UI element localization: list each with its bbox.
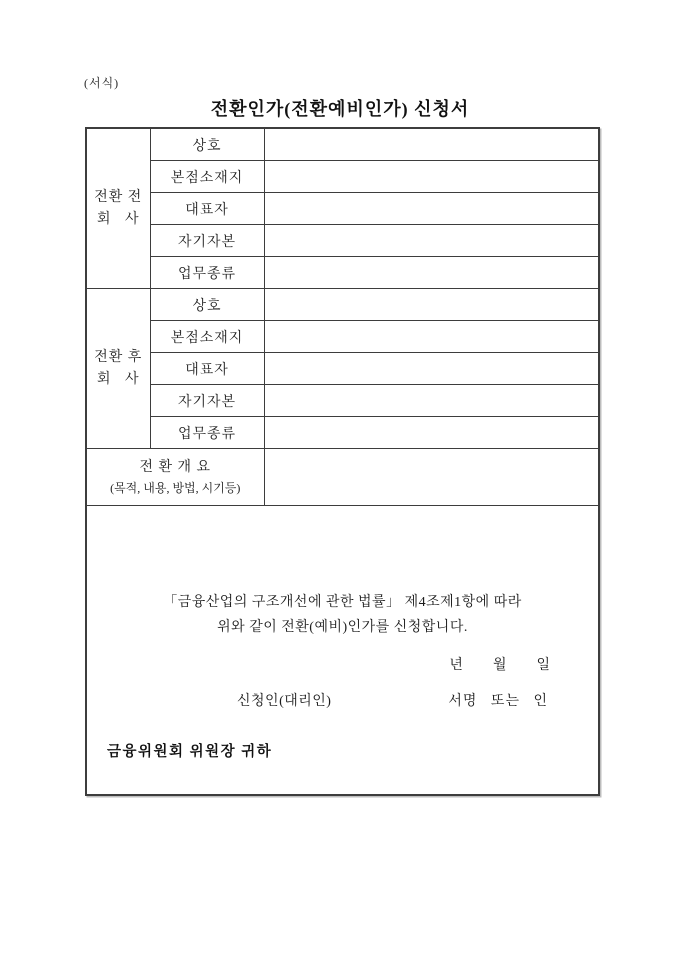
date-month-label: 월 [492,657,507,673]
group-label-before-conversion [86,128,150,289]
signature-or-seal-label: 서명 또는 인 [448,693,548,709]
field-value-business-type [264,257,599,289]
recipient-line: 금융위원회 위원장 귀하 [107,743,273,760]
field-label-head-office: 본점소재지 [150,321,264,353]
field-value-representative [264,193,599,225]
table-row [86,506,599,796]
field-label-head-office: 본점소재지 [150,161,264,193]
table-row [86,289,599,321]
date-year-label: 년 [449,657,463,673]
declaration-cell [86,506,599,796]
conversion-overview-value [264,449,599,506]
field-value-business-type [264,417,599,449]
conversion-overview-label [86,449,264,506]
group-label-line1: 전환 전 [94,189,143,205]
overview-label-line2: (목적, 내용, 방법, 시기등) [110,481,241,495]
table-row [86,128,599,161]
field-label-representative: 대표자 [150,353,264,385]
table-row [86,353,599,385]
signature-line [87,690,598,710]
field-value-equity-capital [264,385,599,417]
group-label-line1: 전환 후 [94,349,143,365]
group-label-after-conversion [86,289,150,449]
declaration-block [87,540,598,761]
table-row [86,321,599,353]
group-label-line2: 회 사 [96,371,140,387]
date-day-label: 일 [536,657,550,673]
field-label-equity-capital: 자기자본 [150,385,264,417]
declaration-line-1: 「금융산업의 구조개선에 관한 법률」 제4조제1항에 따라 [163,594,522,610]
field-value-representative [264,353,599,385]
table-row [86,385,599,417]
field-label-trade-name: 상호 [150,128,264,161]
table-row [86,193,599,225]
declaration-line-2: 위와 같이 전환(예비)인가를 신청합니다. [217,619,468,635]
field-value-trade-name [264,128,599,161]
field-label-business-type: 업무종류 [150,257,264,289]
applicant-label: 신청인(대리인) [237,693,332,709]
field-label-business-type: 업무종류 [150,417,264,449]
field-label-representative: 대표자 [150,193,264,225]
application-form-table [85,127,600,796]
field-value-trade-name [264,289,599,321]
date-line [87,654,598,674]
field-label-equity-capital: 자기자본 [150,225,264,257]
table-row [86,161,599,193]
page-title: 전환인가(전환예비인가) 신청서 [210,99,470,119]
field-value-head-office [264,321,599,353]
table-row [86,257,599,289]
overview-label-line1: 전 환 개 요 [139,460,212,475]
table-row [86,417,599,449]
table-row [86,225,599,257]
table-row [86,449,599,506]
field-value-head-office [264,161,599,193]
form-note: (서식) [84,76,120,90]
field-value-equity-capital [264,225,599,257]
field-label-trade-name: 상호 [150,289,264,321]
group-label-line2: 회 사 [96,211,140,227]
